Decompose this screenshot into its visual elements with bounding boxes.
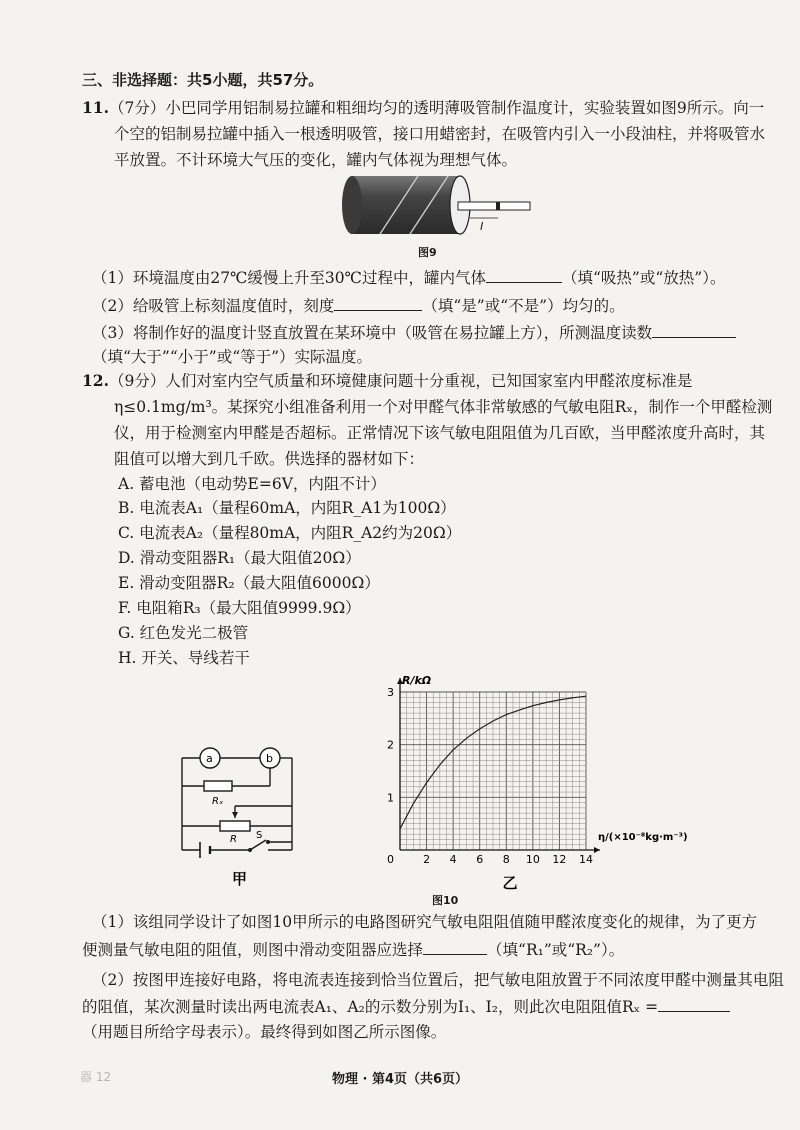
circuit-caption: 甲 (232, 870, 248, 888)
page-footer: 物理 · 第4页（共6页） (331, 1072, 469, 1087)
q11-number: 11. (82, 98, 109, 117)
ammeter-b-label: b (266, 752, 273, 765)
answer-blank-q11-1[interactable] (486, 268, 562, 283)
origin-label: 0 (387, 853, 394, 866)
equipment-item-e: E. 滑动变阻器R₂（最大阻值6000Ω） (118, 574, 380, 592)
equipment-item-h: H. 开关、导线若干 (118, 649, 250, 667)
q12-line-4: 阻值可以增大到几千欧。供选择的器材如下： (114, 450, 425, 468)
q11-line-1 (82, 98, 764, 118)
resistor-rx (204, 781, 232, 791)
equipment-item-a: A. 蓄电池（电动势E=6V，内阻不计） (118, 475, 386, 493)
figure-9-caption: 图9 (418, 246, 437, 259)
q11-text-1: （7分）小巴同学用铝制易拉罐和粗细均匀的透明薄吸管制作温度计，实验装置如图9所示。向一 (108, 99, 765, 117)
straw (458, 202, 530, 210)
switch-blade (250, 840, 266, 850)
switch-contact (266, 840, 270, 844)
q12-line-3: 仪，用于检测室内甲醛是否超标。正常情况下该气敏电阻阻值为几百欧，当甲醛浓度升高时，其 (114, 424, 766, 442)
q12-sub-1-text: 便测量气敏电阻的阻值，则图中滑动变阻器应选择 (82, 941, 424, 959)
ammeter-a-label: a (206, 752, 213, 765)
answer-blank-q11-3[interactable] (652, 323, 736, 338)
chart-grid (400, 692, 586, 850)
rheostat-slider (232, 812, 238, 818)
figure-10-caption: 图10 (432, 894, 459, 907)
x-axis-arrow (594, 847, 600, 853)
q12-sub-2-text: 的阻值，某次测量时读出两电流表A₁、A₂的示数分别为I₁、I₂，则此次电阻阻值Rₓ = (82, 998, 659, 1016)
equipment-item-g: G. 红色发光二极管 (118, 624, 249, 642)
x-tick-label: 12 (552, 853, 567, 866)
switch-label: S (256, 830, 263, 841)
q11-sub-1 (92, 268, 725, 288)
q11-sub-2 (92, 296, 625, 316)
q12-sub-2: （2）按图甲连接好电路，将电流表连接到恰当位置后，把气敏电阻放置于不同浓度甲醛中测量其电阻 (92, 971, 784, 989)
circuit-diagram (170, 738, 320, 898)
equipment-item-c: C. 电流表A₂（量程80mA，内阻R_A2约为20Ω） (118, 524, 462, 542)
q12-number: 12. (82, 371, 109, 390)
can-left-end (342, 176, 362, 234)
rx-label: Rₓ (212, 796, 224, 807)
x-tick-label: 14 (579, 853, 593, 866)
figure-9-can (340, 172, 540, 240)
equipment-item-b: B. 电流表A₁（量程60mA，内阻R_A1为100Ω） (118, 499, 456, 517)
q12-line-2: η≤0.1mg/m³。某探究小组准备利用一个对甲醛气体非常敏感的气敏电阻Rₓ，制作一个甲醛检测 (114, 398, 773, 416)
q12-text-1: （9分）人们对室内空气质量和环境健康问题十分重视，已知国家室内甲醛浓度标准是 (108, 372, 693, 390)
can-body (352, 176, 460, 234)
r-label: R (230, 834, 237, 845)
chart-caption: 乙 (502, 874, 518, 890)
x-tick-label: 10 (525, 853, 540, 866)
y-tick-label: 2 (387, 738, 394, 752)
q11-sub-1-hint: （填“吸热”或“放热”）。 (562, 269, 726, 287)
equipment-item-f: F. 电阻箱R₃（最大阻值9999.9Ω） (118, 599, 361, 617)
q12-line-1 (82, 371, 692, 391)
x-tick-label: 8 (502, 853, 510, 866)
q12-sub-2-end: （用题目所给字母表示）。最终得到如图乙所示图像。 (82, 1023, 447, 1041)
x-tick-label: 2 (423, 853, 431, 866)
q11-sub-3 (92, 323, 736, 343)
y-axis-label: R/kΩ (402, 674, 432, 687)
q11-sub-3-text: （3）将制作好的温度计竖直放置在某环境中（吸管在易拉罐上方），所测温度读数 (92, 324, 653, 342)
q12-sub-1: （1）该组同学设计了如图10甲所示的电路图研究气敏电阻阻值随甲醛浓度变化的规律，为了更方 (92, 913, 758, 931)
equipment-item-d: D. 滑动变阻器R₁（最大阻值20Ω） (118, 549, 361, 567)
answer-blank-q11-2[interactable] (334, 296, 422, 311)
q11-line-2: 个空的铝制易拉罐中插入一根透明吸管，接口用蜡密封，在吸管内引入一小段油柱，并将吸管水 (114, 125, 766, 143)
y-tick-label: 1 (387, 791, 394, 805)
q12-sub-1-cont (82, 940, 624, 960)
answer-blank-q12-1[interactable] (423, 940, 487, 955)
resistance-chart (360, 668, 710, 890)
section-title: 三、非选择题：共5小题，共57分。 (82, 71, 324, 89)
length-label: l (480, 220, 484, 233)
corner-mark: 器 12 (80, 1070, 112, 1084)
rheostat-r (220, 821, 250, 831)
q11-sub-2-hint: （填“是”或“不是”）均匀的。 (422, 297, 625, 315)
q11-sub-1-text: （1）环境温度由27℃缓慢上升至30℃过程中，罐内气体 (92, 269, 486, 287)
x-axis-label: η/(×10⁻⁸kg·m⁻³) (598, 832, 688, 843)
oil-column (496, 202, 500, 210)
q12-sub-1-hint: （填“R₁”或“R₂”）。 (487, 941, 625, 959)
q11-sub-3-cont: （填“大于”“小于”或“等于”）实际温度。 (92, 348, 373, 366)
q12-sub-2-cont (82, 997, 730, 1017)
y-tick-label: 3 (387, 686, 394, 699)
x-tick-label: 6 (476, 853, 484, 866)
q11-line-3: 平放置。不计环境大气压的变化，罐内气体视为理想气体。 (114, 151, 518, 169)
q11-sub-2-text: （2）给吸管上标刻温度值时，刻度 (92, 297, 335, 315)
answer-blank-q12-2[interactable] (658, 997, 730, 1012)
x-tick-label: 4 (449, 853, 457, 866)
